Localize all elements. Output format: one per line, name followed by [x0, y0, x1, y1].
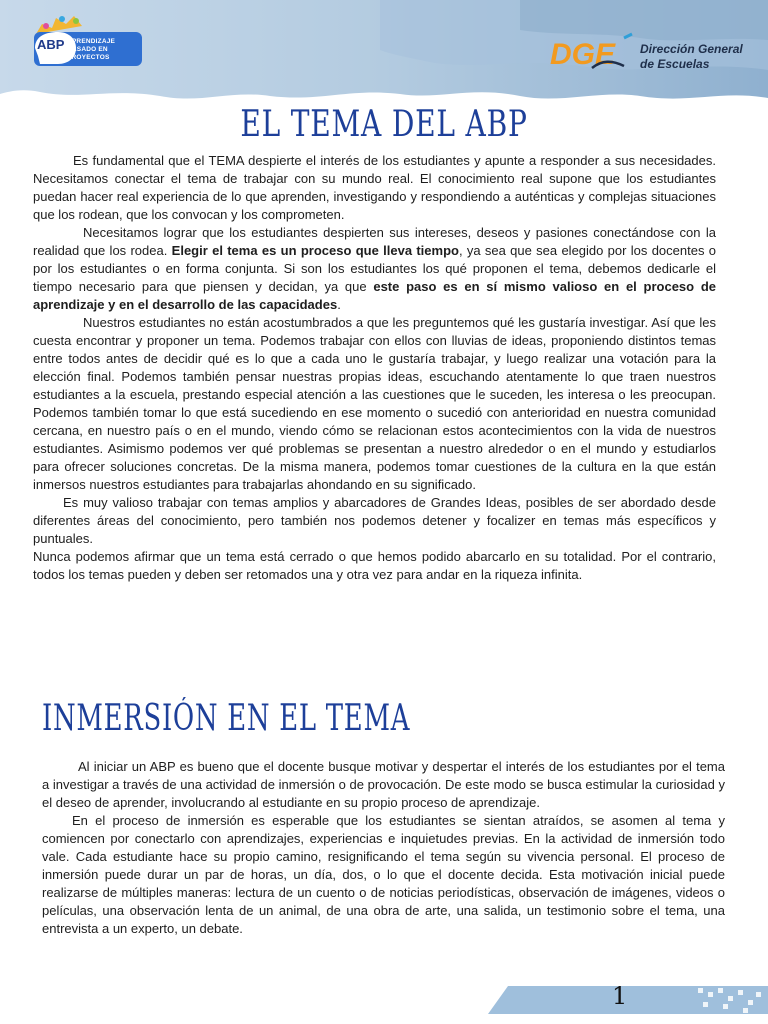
paragraph-1: Es fundamental que el TEMA despierte el interés de los estudiantes y apunte a responder a sus necesidades. Necesitamos conectar el tema de trabajar con su mundo real. El conocimiento real supone que los estudiantes puedan hacer real experiencia de lo que aprenden, investigando y respondiendo a auténticas y complejas situaciones que los rodean, que los convocan y los comprometen.: [33, 153, 716, 222]
section-1-body: [33, 152, 716, 584]
paragraph-2: [33, 224, 716, 314]
paragraph-2-bold-1: Elegir el tema es un proceso que lleva tiempo: [171, 243, 459, 258]
paragraph-6: Al iniciar un ABP es bueno que el docente busque motivar y despertar el interés de los estudiantes por el tema a investigar a través de una actividad de inmersión o de provocación. De este modo se busca estimular la curiosidad y el deseo de aprender, involucrando al estudiante en su propio proceso de aprendizaje.: [42, 759, 725, 810]
paragraph-7: En el proceso de inmersión es esperable que los estudiantes se sientan atraídos, se asomen al tema y comiencen por conectarlo con aprendizajes, experiencias e inquietudes previas. En la actividad de inmersión todo vale. Cada estudiante hace su propio camino, resignificando el tema según su vivencia personal. El proceso de inmersión puede durar un par de horas, un día, dos, o lo que el docente decida. Esta motivación inicial puede realizarse de múltiples maneras: lectura de un cuento o de noticias periodísticas, observación de imágenes, videos o películas, una observación lenta de un animal, de una obra de arte, una salida, un testimonio sobre el tema, una entrevista a un experto, un debate.: [42, 813, 725, 936]
abp-line-3: PROYECTOS: [67, 54, 110, 61]
abp-acronym: ABP: [37, 37, 65, 52]
paragraph-4: Es muy valioso trabajar con temas amplios y abarcadores de Grandes Ideas, posibles de ser abordado desde diferentes áreas del conocimiento, pero también nos podemos detener y focalizer en temas más específicos y puntuales.: [33, 495, 716, 546]
dge-line-2: de Escuelas: [640, 57, 710, 71]
page-title: EL TEMA DEL ABP: [240, 104, 528, 145]
dge-mark: DGE: [550, 38, 616, 71]
paragraph-3: Nuestros estudiantes no están acostumbrados a que les preguntemos qué les gustaría investigar. Así que les cuesta encontrar y proponer un tema. Podemos trabajar con ellos con lluvias de ideas, proponiendo distintos temas entre todos antes de decidir qué es lo que a cada uno le gustaría trabajar, y luego realizar una votación para la elección final. Podemos también pensar nuestras propias ideas, escuchando atentamente lo que traen nuestros estudiantes a la escuela, prestando especial atención a las cuestiones que le suceden, les interesa o les preocupan. Podemos también tomar lo que está sucediendo en ese momento o sucedió con anterioridad en nuestra comunidad cercana, en nuestro país o en el mundo, viendo cómo se relacionan estos acontecimientos con la vida de nuestros estudiantes. Asimismo podemos ver qué problemas se presentan a nuestro alrededor o en el mundo y estudiarlos para ofrecer soluciones concretas. De la misma manera, podemos tomar cuestiones de la cultura en la que están inmersos nuestros estudiantes para trabajarlas ahondando en su significado.: [33, 315, 716, 492]
page-number: 1: [612, 982, 628, 1010]
dge-line-1: Dirección General: [640, 42, 743, 56]
abp-line-2: BASADO EN: [67, 46, 108, 53]
paragraph-2-text-b: , ya sea que sea elegido por los docentes o por los estudiantes o en forma conjunta. Si son los estudiantes los qué proponen el tema, debemos dedicarle el tiempo necesario para que piensen y decidan, ya que: [33, 243, 716, 294]
section-heading: INMERSIÓN EN EL TEMA: [42, 698, 411, 739]
paragraph-2-text-a: Necesitamos lograr que los estudiantes despierten sus intereses, deseos y pasiones conectándose con la realidad que los rodea.: [33, 225, 716, 258]
paragraph-2-bold-2: este paso es en sí mismo valioso en el proceso de aprendizaje y en el desarrollo de las capacidades: [33, 279, 716, 312]
footer-band: [488, 986, 768, 1014]
abp-line-1: APRENDIZAJE: [67, 38, 116, 45]
paragraph-5: Nunca podemos afirmar que un tema está cerrado o que hemos podido abarcarlo en su totalidad. Por el contrario, todos los temas pueden y deben ser retomados una y otra vez para andar en la riqueza infinita.: [33, 549, 716, 582]
section-2-body: [42, 758, 725, 938]
paragraph-2-text-c: .: [337, 297, 341, 312]
